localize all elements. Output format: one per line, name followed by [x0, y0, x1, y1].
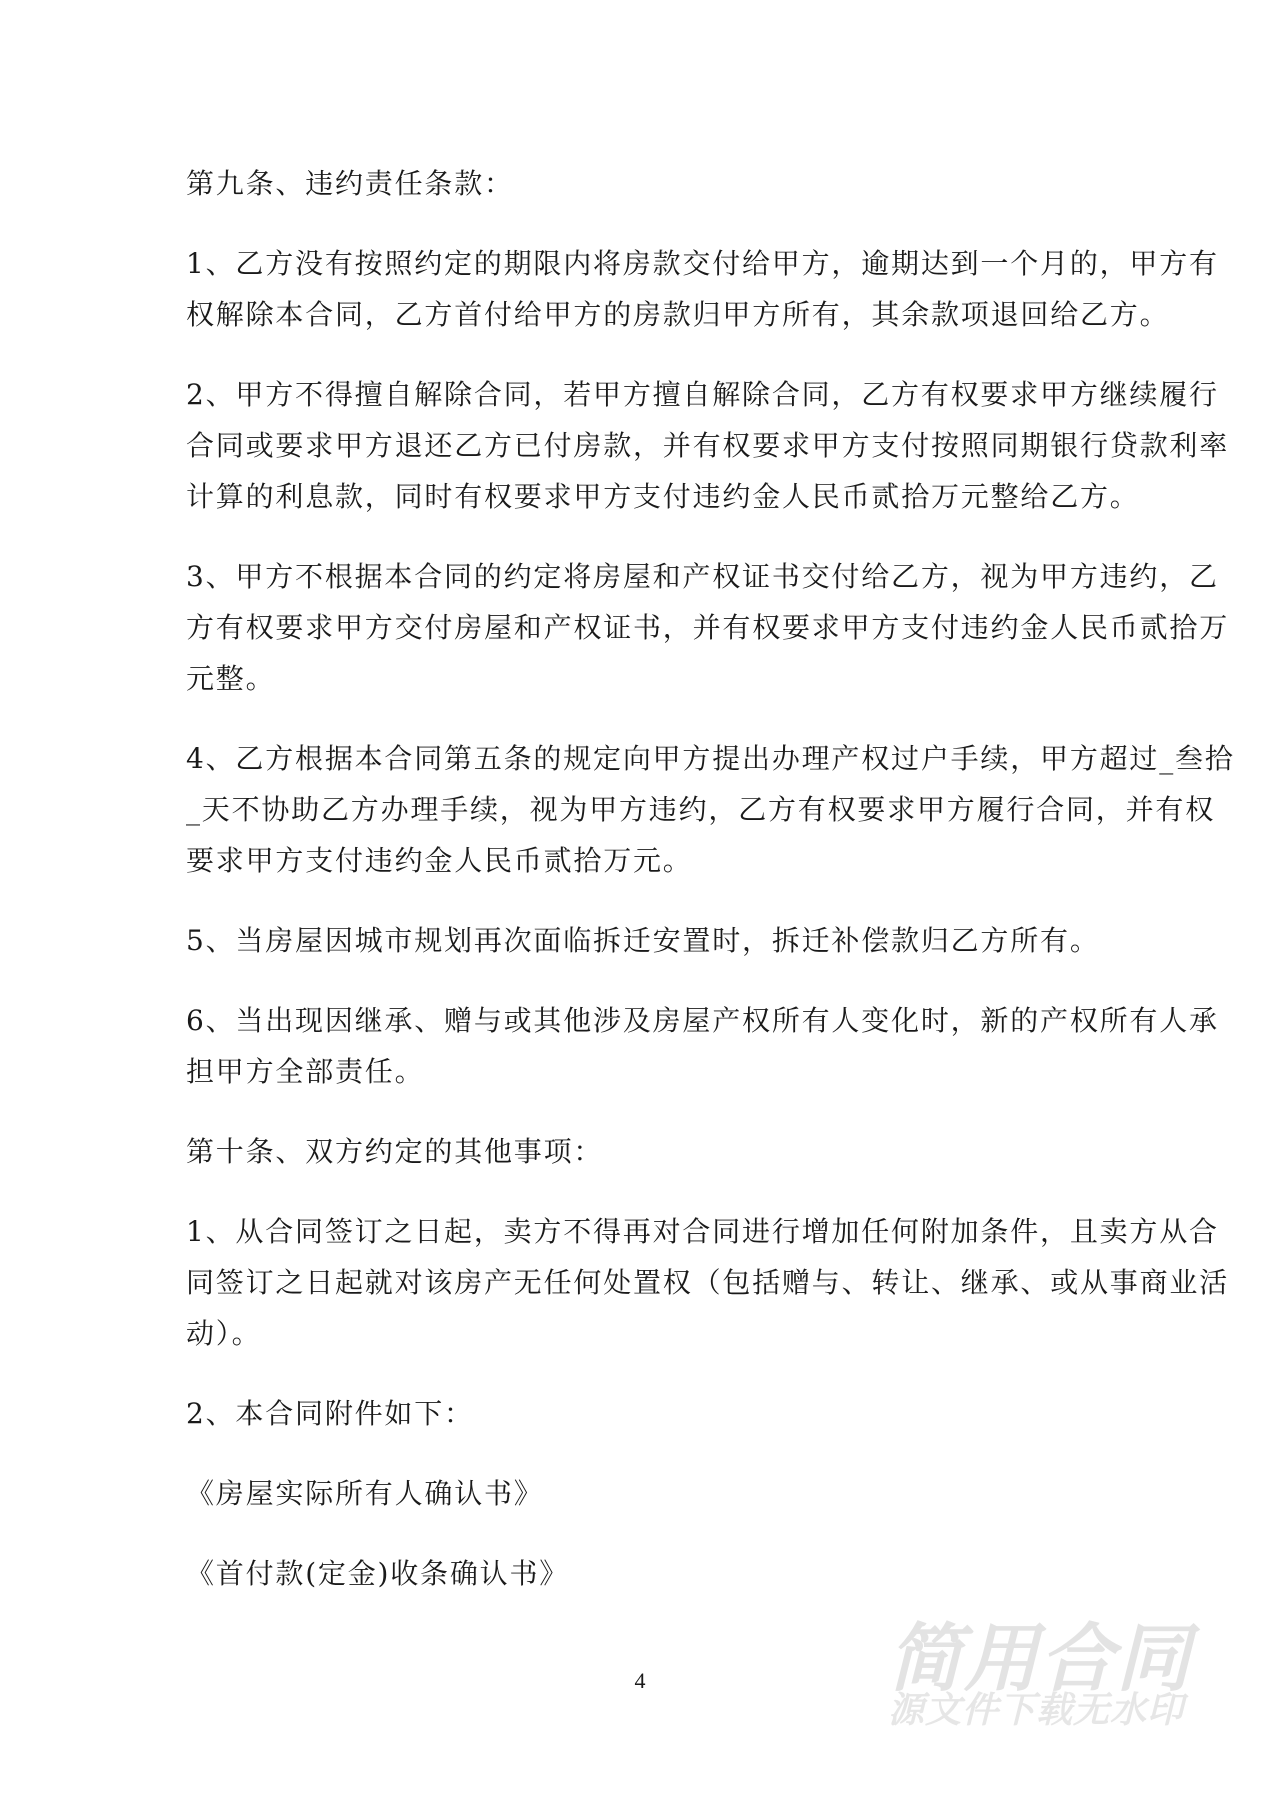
- text-line: 5、当房屋因城市规划再次面临拆迁安置时，拆迁补偿款归乙方所有。: [186, 924, 1100, 957]
- text-line: 2、本合同附件如下：: [186, 1397, 474, 1430]
- text-line: 计算的利息款，同时有权要求甲方支付违约金人民币贰拾万元整给乙方。: [186, 480, 1140, 513]
- text-line: 4、乙方根据本合同第五条的规定向甲方提出办理产权过户手续，甲方超过_叁拾: [186, 742, 1235, 775]
- text-line: 第九条、违约责任条款：: [186, 167, 514, 200]
- text-line: 元整。: [186, 662, 276, 695]
- text-line: 2、甲方不得擅自解除合同，若甲方擅自解除合同，乙方有权要求甲方继续履行: [186, 378, 1219, 411]
- text-line: _天不协助乙方办理手续，视为甲方违约，乙方有权要求甲方履行合同，并有权: [186, 793, 1216, 826]
- text-line: 第十条、双方约定的其他事项：: [186, 1135, 604, 1168]
- text-line: 同签订之日起就对该房产无任何处置权（包括赠与、转让、继承、或从事商业活: [186, 1266, 1230, 1299]
- watermark-subtitle: 源文件下载无水印: [888, 1690, 1185, 1731]
- text-line: 《房屋实际所有人确认书》: [186, 1477, 544, 1510]
- text-line: 6、当出现因继承、赠与或其他涉及房屋产权所有人变化时，新的产权所有人承: [186, 1004, 1219, 1037]
- text-line: 权解除本合同，乙方首付给甲方的房款归甲方所有，其余款项退回给乙方。: [186, 298, 1170, 331]
- watermark-title: 简用合同: [888, 1616, 1192, 1702]
- text-line: 要求甲方支付违约金人民币贰拾万元。: [186, 844, 693, 877]
- text-line: 1、乙方没有按照约定的期限内将房款交付给甲方，逾期达到一个月的，甲方有: [186, 247, 1219, 280]
- text-line: 担甲方全部责任。: [186, 1055, 425, 1088]
- text-line: 合同或要求甲方退还乙方已付房款，并有权要求甲方支付按照同期银行贷款利率: [186, 429, 1230, 462]
- text-line: 动）。: [186, 1317, 262, 1350]
- text-line: 《首付款(定金)收条确认书》: [186, 1557, 570, 1590]
- text-line: 3、甲方不根据本合同的约定将房屋和产权证书交付给乙方，视为甲方违约，乙: [186, 560, 1219, 593]
- text-line: 1、从合同签订之日起，卖方不得再对合同进行增加任何附加条件，且卖方从合: [186, 1215, 1219, 1248]
- text-line: 方有权要求甲方交付房屋和产权证书，并有权要求甲方支付违约金人民币贰拾万: [186, 611, 1230, 644]
- page-number: 4: [634, 1668, 646, 1693]
